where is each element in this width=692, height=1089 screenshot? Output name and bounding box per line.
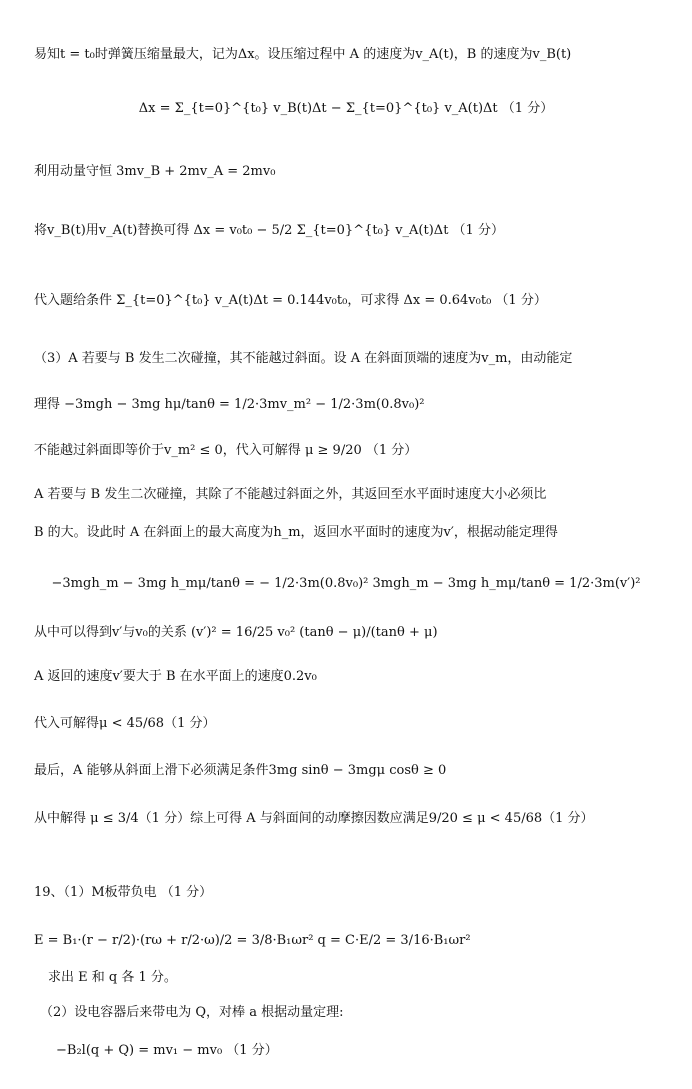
text-line-6: （3）A 若要与 B 发生二次碰撞，其不能越过斜面。设 A 在斜面顶端的速度为v_m，由动能定 [34, 351, 573, 366]
text-line-10: B 的大。设此时 A 在斜面上的最大高度为h_m，返回水平面时的速度为v′，根据动能定理得 [34, 525, 558, 540]
equation-momentum: −B₂l(q + Q) = mv₁ − mv₀ （1 分） [56, 1043, 278, 1058]
equation-delta-x: Δx = Σ_{t=0}^{t₀} v_B(t)Δt − Σ_{t=0}^{t₀} v_A(t)Δt （1 分） [138, 101, 554, 116]
text-line-1: 易知t = t₀时弹簧压缩量最大，记为Δx。设压缩过程中 A 的速度为v_A(t)，B 的速度为v_B(t) [34, 47, 572, 62]
text-line-15: 最后，A 能够从斜面上滑下必须满足条件3mg sinθ − 3mgμ cosθ ≥ 0 [34, 763, 447, 778]
text-line-12: 从中可以得到v′与v₀的关系 (v′)² = 16/25 v₀² (tanθ − μ)/(tanθ + μ) [34, 625, 438, 640]
text-line-3: 利用动量守恒 3mv_B + 2mv_A = 2mv₀ [34, 164, 276, 179]
text-line-4: 将v_B(t)用v_A(t)替换可得 Δx = v₀t₀ − 5/2 Σ_{t=0}^{t₀} v_A(t)Δt （1 分） [34, 223, 504, 238]
text-line-19: 求出 E 和 q 各 1 分。 [48, 970, 177, 985]
text-line-17: 19、（1）M板带负电 （1 分） [34, 885, 213, 900]
text-line-8: 不能越过斜面即等价于v_m² ≤ 0，代入可解得 μ ≥ 9/20 （1 分） [34, 443, 418, 458]
text-line-13: A 返回的速度v′要大于 B 在水平面上的速度0.2v₀ [34, 669, 317, 684]
equation-energy: −3mgh_m − 3mg h_mμ/tanθ = − 1/2·3m(0.8v₀)² 3mgh_m − 3mg h_mμ/tanθ = 1/2·3m(v′)² [51, 576, 641, 591]
text-line-9: A 若要与 B 发生二次碰撞，其除了不能越过斜面之外，其返回至水平面时速度大小必须比 [34, 487, 547, 502]
text-line-5: 代入题给条件 Σ_{t=0}^{t₀} v_A(t)Δt = 0.144v₀t₀，可求得 Δx = 0.64v₀t₀ （1 分） [34, 293, 547, 308]
equation-e-q: E = B₁·(r − r/2)·(rω + r/2·ω)/2 = 3/8·B₁ωr² q = C·E/2 = 3/16·B₁ωr² [34, 933, 471, 948]
text-line-20: （2）设电容器后来带电为 Q，对棒 a 根据动量定理: [40, 1005, 344, 1020]
text-line-7: 理得 −3mgh − 3mg hμ/tanθ = 1/2·3mv_m² − 1/2·3m(0.8v₀)² [34, 397, 425, 412]
text-line-16: 从中解得 μ ≤ 3/4（1 分）综上可得 A 与斜面间的动摩擦因数应满足9/20 ≤ μ < 45/68（1 分） [34, 811, 594, 826]
text-line-14: 代入可解得μ < 45/68（1 分） [34, 716, 216, 731]
